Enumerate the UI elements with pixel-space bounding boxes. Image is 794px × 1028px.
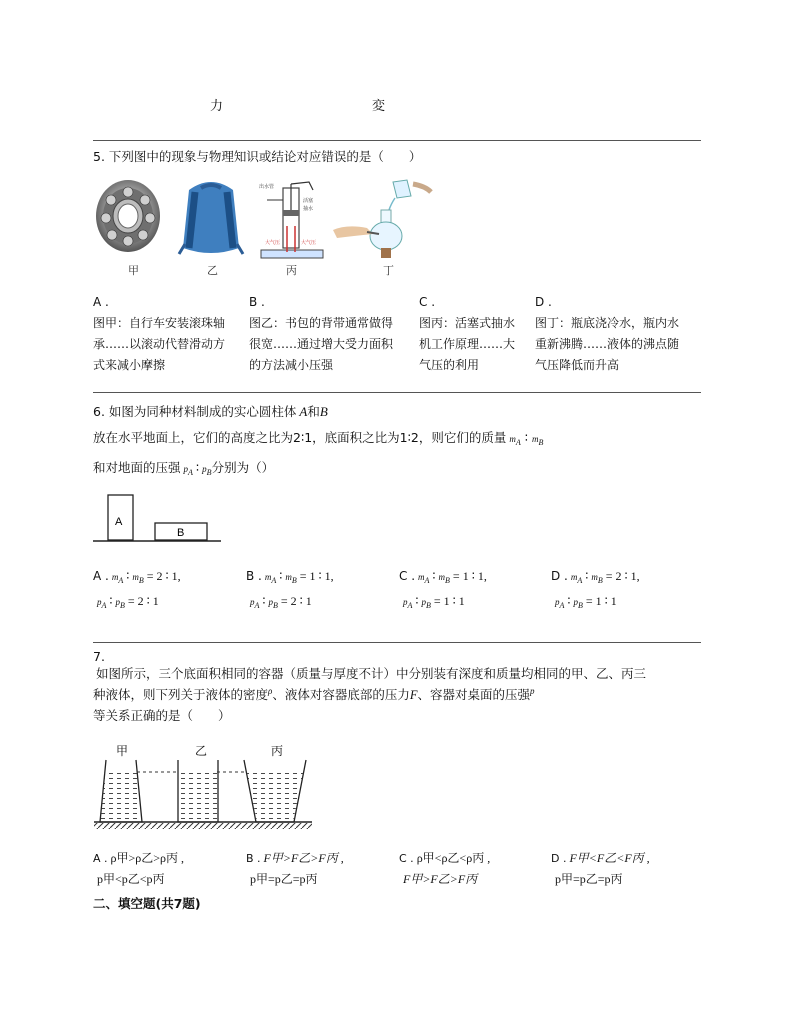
pump-label-barrel: 抽水 bbox=[303, 206, 314, 212]
q7-option-d[interactable]: D . F甲<F乙<F丙 , p甲=p乙=p丙 bbox=[551, 851, 650, 886]
container-label-bing: 丙 bbox=[271, 744, 284, 758]
fig-label-a: A bbox=[115, 516, 123, 528]
section-title: 二、填空题(共7题) bbox=[93, 896, 201, 911]
option-line: 式来减小摩擦 bbox=[93, 358, 166, 372]
caption-yi: 乙 bbox=[207, 264, 218, 277]
header-right: 変 bbox=[372, 99, 386, 114]
divider bbox=[93, 392, 701, 393]
q6-option-b[interactable]: B . $m_A$ ∶ $m_B = 1$ ∶ 1, $p_A$ ∶ $p_B = 2$ ∶ 1 bbox=[246, 569, 334, 610]
option-letter: C . bbox=[419, 295, 436, 309]
q6-option-c[interactable]: C . $m_A$ ∶ $m_B = 1$ ∶ 1, $p_A$ ∶ $p_B = 1$ ∶ 1 bbox=[399, 569, 487, 610]
option-line: 图丁：瓶底浇冷水，瓶内水 bbox=[535, 316, 680, 330]
q7-containers-figure bbox=[92, 756, 314, 830]
fig-label-b: B bbox=[177, 527, 185, 539]
option-letter: A . bbox=[93, 295, 109, 309]
q6-cylinders-figure bbox=[93, 490, 223, 546]
backpack-image bbox=[175, 178, 247, 258]
pump-label-outlet: 出水管 bbox=[259, 184, 275, 190]
pump-label-air-right: 大气压 bbox=[301, 240, 317, 246]
bearing-image bbox=[93, 176, 163, 256]
option-line: 承……以滚动代替滑动方 bbox=[93, 337, 226, 351]
option-line: 气压降低而升高 bbox=[535, 358, 620, 372]
option-line: 的方法减小压强 bbox=[249, 358, 334, 372]
caption-ding: 丁 bbox=[383, 264, 394, 277]
q7-option-a[interactable]: A . ρ甲>ρ乙>ρ丙 , p甲<p乙<p丙 bbox=[93, 851, 185, 886]
q7-line2: 种液体，则下列关于液体的密度$^\rho$、液体对容器底部的压力F、容器对桌面的压强$^p$ bbox=[93, 686, 535, 702]
container-label-yi: 乙 bbox=[195, 744, 208, 758]
pump-label-piston: 活塞 bbox=[303, 198, 314, 204]
flask-image bbox=[333, 178, 433, 260]
q6-option-a[interactable]: A . $m_A$ ∶ $m_B = 2$ ∶ 1, $p_A$ ∶ $p_B = 2$ ∶ 1 bbox=[93, 569, 181, 610]
option-line: 重新沸腾……液体的沸点随 bbox=[535, 337, 680, 351]
pump-label-air-left: 大气压 bbox=[265, 240, 281, 246]
q7-line3: 等关系正确的是（ ） bbox=[93, 708, 231, 723]
q6-line1: 6. 如图为同种材料制成的实心圆柱体 A和B bbox=[93, 404, 328, 419]
option-line: 机工作原理……大 bbox=[419, 337, 516, 351]
divider bbox=[93, 140, 701, 141]
q7-option-b[interactable]: B . F甲>F乙>F丙 , p甲=p乙=p丙 bbox=[246, 851, 344, 886]
q5-option-c[interactable] bbox=[419, 292, 529, 376]
caption-jia: 甲 bbox=[128, 264, 139, 277]
q7-number: 7. bbox=[93, 649, 105, 664]
q5-option-b[interactable] bbox=[249, 292, 419, 376]
header-left: 力 bbox=[210, 99, 224, 114]
container-label-jia: 甲 bbox=[116, 744, 129, 758]
q5-figures bbox=[93, 176, 443, 276]
option-line: 气压的利用 bbox=[419, 358, 480, 372]
q5-option-a[interactable] bbox=[93, 292, 243, 376]
q5-option-d[interactable] bbox=[535, 292, 705, 376]
q6-option-d[interactable]: D . $m_A$ ∶ $m_B = 2$ ∶ 1, $p_A$ ∶ $p_B = 1$ ∶ 1 bbox=[551, 569, 640, 610]
option-line: 很宽……通过增大受力面积 bbox=[249, 337, 394, 351]
q6-line3: 和对地面的压强 $p_A$ ∶ $p_B$分别为（） bbox=[93, 460, 275, 477]
option-line: 图甲：自行车安装滚珠轴 bbox=[93, 316, 226, 330]
option-line: 图丙：活塞式抽水 bbox=[419, 316, 516, 330]
option-letter: B . bbox=[249, 295, 265, 309]
q6-line2: 放在水平地面上，它们的高度之比为2∶1，底面积之比为1∶2，则它们的质量 $m_A$ ∶ $m_B$ bbox=[93, 430, 544, 447]
q7-option-c[interactable]: C . ρ甲<ρ乙<ρ丙 , F甲>F乙>F丙 bbox=[399, 851, 491, 886]
q7-line1: 如图所示，三个底面积相同的容器（质量与厚度不计）中分别装有深度和质量均相同的甲、乙、丙三 bbox=[96, 666, 647, 681]
option-line: 图乙：书包的背带通常做得 bbox=[249, 316, 394, 330]
pump-diagram bbox=[257, 180, 327, 260]
divider bbox=[93, 642, 701, 643]
caption-bing: 丙 bbox=[286, 264, 297, 277]
option-letter: D . bbox=[535, 295, 552, 309]
q5-stem: 5. 下列图中的现象与物理知识或结论对应错误的是（ ） bbox=[93, 149, 422, 164]
